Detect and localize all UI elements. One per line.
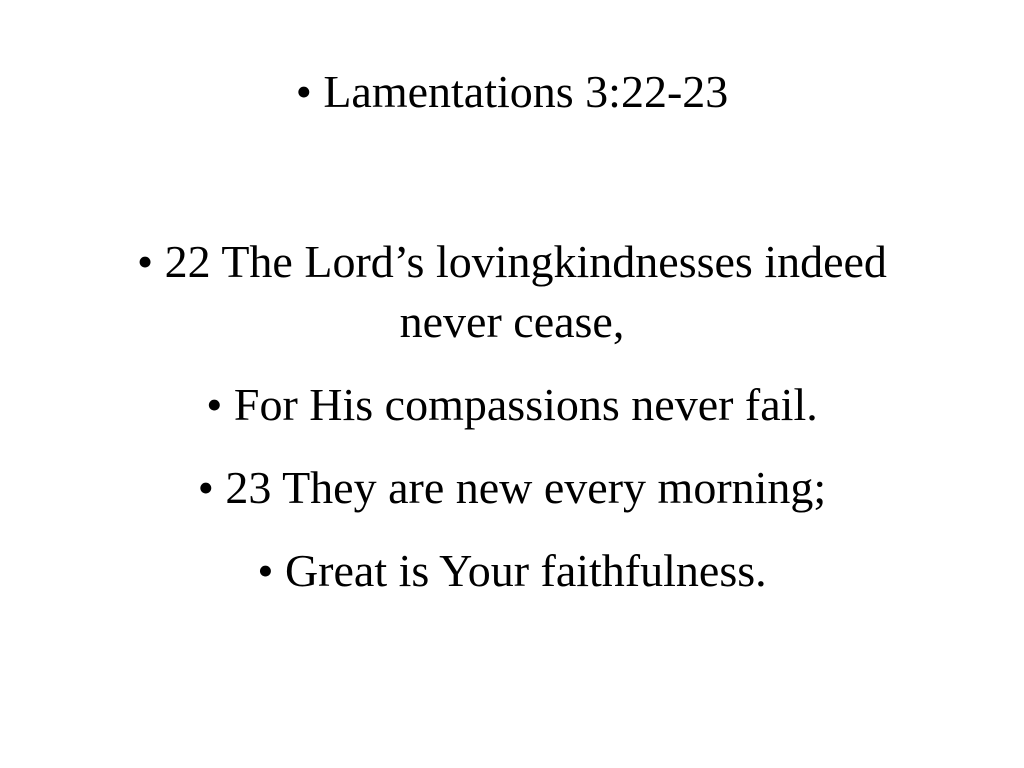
verse-text: 23 They are new every morning; bbox=[225, 462, 827, 513]
slide-heading bbox=[0, 62, 1024, 122]
verse-line bbox=[100, 458, 924, 518]
verse-text: 22 The Lord’s lovingkindnesses indeed never cease, bbox=[164, 236, 887, 347]
bullet-marker: • bbox=[137, 236, 154, 287]
verse-text: Great is Your faithfulness. bbox=[284, 545, 767, 596]
bullet-marker: • bbox=[257, 545, 274, 596]
verse-text: For His compassions never fail. bbox=[233, 379, 818, 430]
verse-line bbox=[100, 541, 924, 601]
bullet-marker: • bbox=[197, 462, 214, 513]
bullet-marker: • bbox=[295, 66, 312, 117]
verse-line bbox=[100, 375, 924, 435]
verse-list bbox=[100, 232, 924, 624]
heading-text: Lamentations 3:22-23 bbox=[323, 66, 729, 117]
verse-line bbox=[100, 232, 924, 352]
bullet-marker: • bbox=[206, 379, 223, 430]
